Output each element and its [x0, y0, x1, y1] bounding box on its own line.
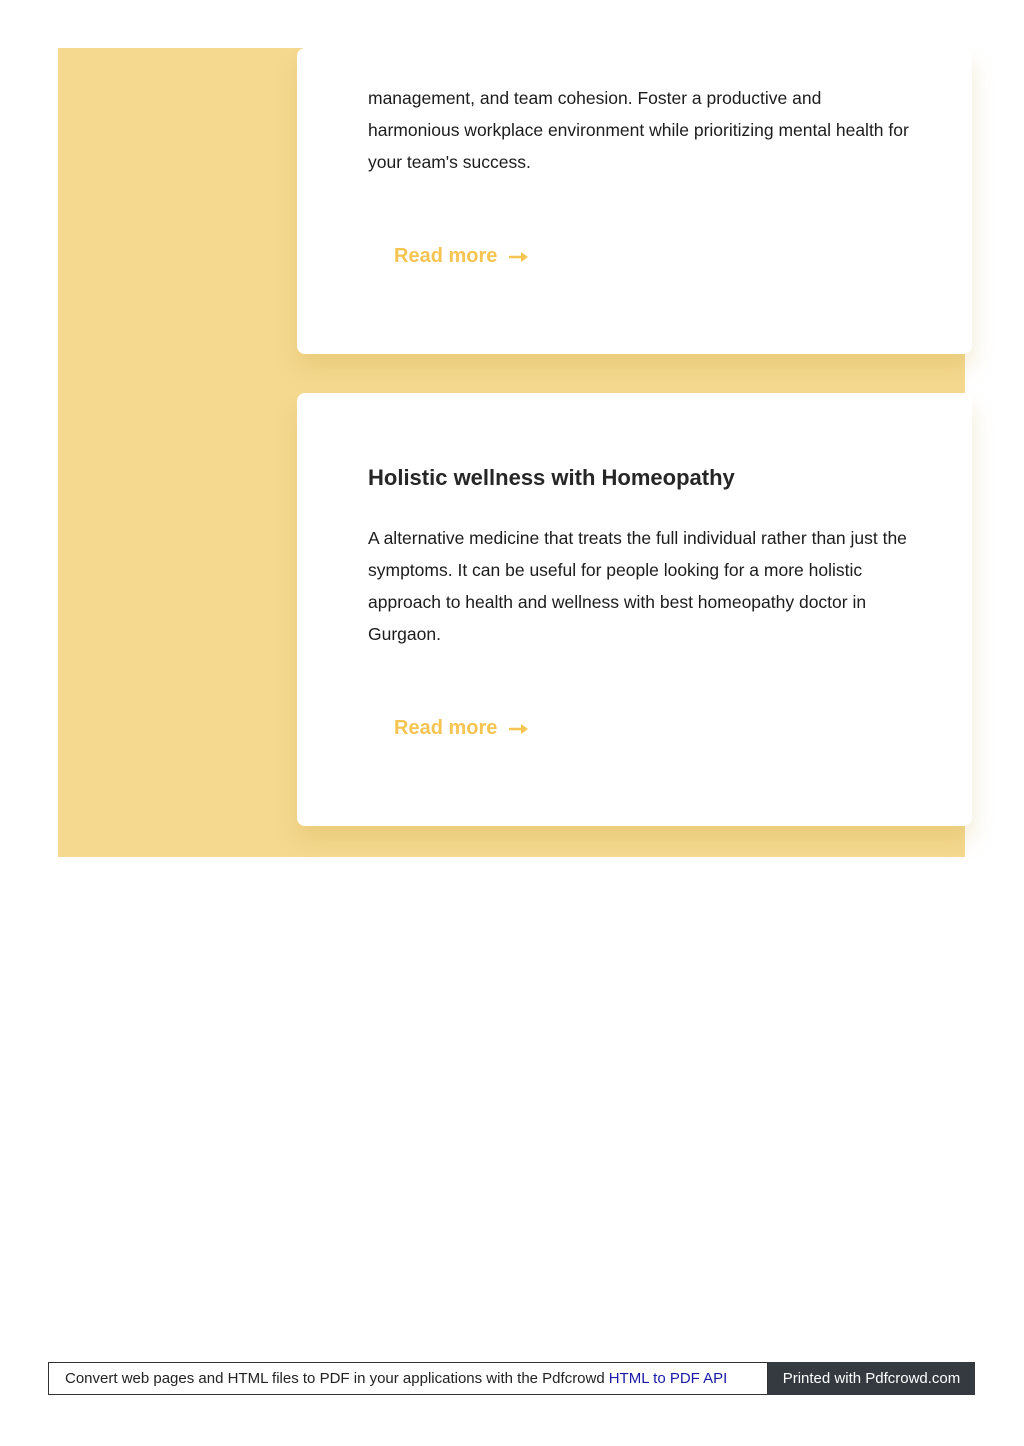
html-to-pdf-api-link[interactable]: HTML to PDF API [608, 1370, 728, 1387]
arrow-right-icon [509, 723, 529, 735]
arrow-right-icon [509, 251, 529, 263]
card-description: management, and team cohesion. Foster a productive and harmonious workplace environment while prioritizing mental health for your team's success. [368, 88, 909, 172]
read-more-link[interactable] [394, 245, 529, 268]
printed-with-pdfcrowd-link[interactable]: Printed with Pdfcrowd.com [768, 1362, 975, 1395]
read-more-link[interactable] [394, 717, 529, 740]
service-card [297, 393, 972, 826]
page-top-edge [0, 0, 1024, 48]
footer-message-box [48, 1362, 768, 1395]
read-more-label: Read more [394, 245, 498, 267]
card-description: A alternative medicine that treats the full individual rather than just the symptoms. It can be useful for people looking for a more holistic approach to health and wellness with best homeopathy doctor in Gurgaon. [368, 528, 907, 644]
read-more-label: Read more [394, 717, 498, 739]
service-card [297, 48, 972, 354]
footer-message: Convert web pages and HTML files to PDF in your applications with the Pdfcrowd [65, 1370, 605, 1387]
pdfcrowd-footer [48, 1362, 975, 1395]
card-title: Holistic wellness with Homeopathy [368, 465, 735, 490]
services-section [58, 48, 965, 857]
